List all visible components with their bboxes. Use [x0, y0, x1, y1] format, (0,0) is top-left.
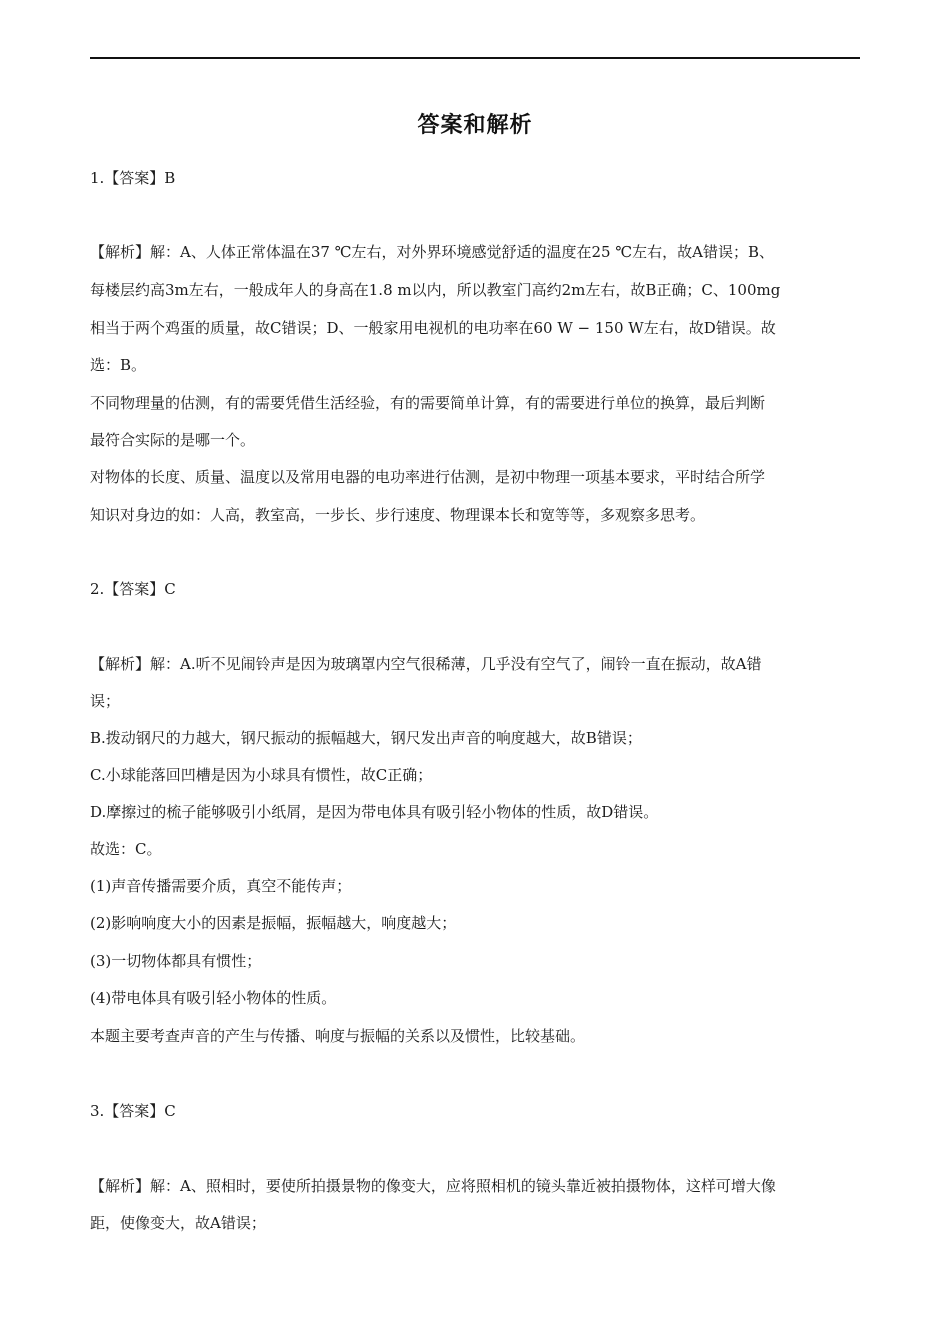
- analysis-2-line-1: 【解析】解：A.听不见闹铃声是因为玻璃罩内空气很稀薄，几乎没有空气了，闹铃一直在振动，故A错: [90, 655, 762, 673]
- analysis-1-line-4: 选：B。: [90, 356, 147, 374]
- analysis-2-line-4: C.小球能落回凹槽是因为小球具有惯性，故C正确；: [90, 766, 433, 784]
- analysis-2-line-2: 误；: [90, 692, 121, 710]
- analysis-2-line-9: (3)一切物体都具有惯性；: [90, 952, 262, 970]
- analysis-2-line-10: (4)带电体具有吸引轻小物体的性质。: [90, 989, 337, 1007]
- analysis-1-line-3: 相当于两个鸡蛋的质量，故C错误；D、一般家用电视机的电功率在60 W − 150 W左右，故D错误。故: [90, 319, 776, 337]
- analysis-1-line-2: 每楼层约高3m左右，一般成年人的身高在1.8 m以内，所以教室门高约2m左右，故B正确；C、100mg: [90, 281, 781, 299]
- analysis-3-line-1: 【解析】解：A、照相时，要使所拍摄景物的像变大，应将照相机的镜头靠近被拍摄物体，这样可增大像: [90, 1177, 776, 1195]
- analysis-2-line-3: B.拨动钢尺的力越大，钢尺振动的振幅越大，钢尺发出声音的响度越大，故B错误；: [90, 729, 642, 747]
- answer-3: 3.【答案】C: [90, 1102, 176, 1120]
- analysis-1-line-6: 最符合实际的是哪一个。: [90, 431, 256, 449]
- analysis-2-line-11: 本题主要考查声音的产生与传播、响度与振幅的关系以及惯性，比较基础。: [90, 1027, 586, 1045]
- analysis-1-line-7: 对物体的长度、质量、温度以及常用电器的电功率进行估测，是初中物理一项基本要求，平时结合所学: [90, 468, 766, 486]
- header-rule: [90, 57, 860, 59]
- analysis-2-line-6: 故选：C。: [90, 840, 162, 858]
- answer-1: 1.【答案】B: [90, 169, 176, 187]
- analysis-2-line-5: D.摩擦过的梳子能够吸引小纸屑，是因为带电体具有吸引轻小物体的性质，故D错误。: [90, 803, 659, 821]
- page-title: 答案和解析: [417, 113, 533, 138]
- analysis-2-line-8: (2)影响响度大小的因素是振幅，振幅越大，响度越大；: [90, 914, 457, 932]
- analysis-1-line-5: 不同物理量的估测，有的需要凭借生活经验，有的需要简单计算，有的需要进行单位的换算，最后判断: [90, 394, 766, 412]
- answer-2: 2.【答案】C: [90, 580, 176, 598]
- analysis-1-line-1: 【解析】解：A、人体正常体温在37 ℃左右，对外界环境感觉舒适的温度在25 ℃左右，故A错误；B、: [90, 243, 774, 261]
- analysis-2-line-7: (1)声音传播需要介质，真空不能传声；: [90, 877, 352, 895]
- analysis-1-line-8: 知识对身边的如：人高，教室高，一步长、步行速度、物理课本长和宽等等，多观察多思考。: [90, 506, 706, 524]
- analysis-3-line-2: 距，使像变大，故A错误；: [90, 1214, 266, 1232]
